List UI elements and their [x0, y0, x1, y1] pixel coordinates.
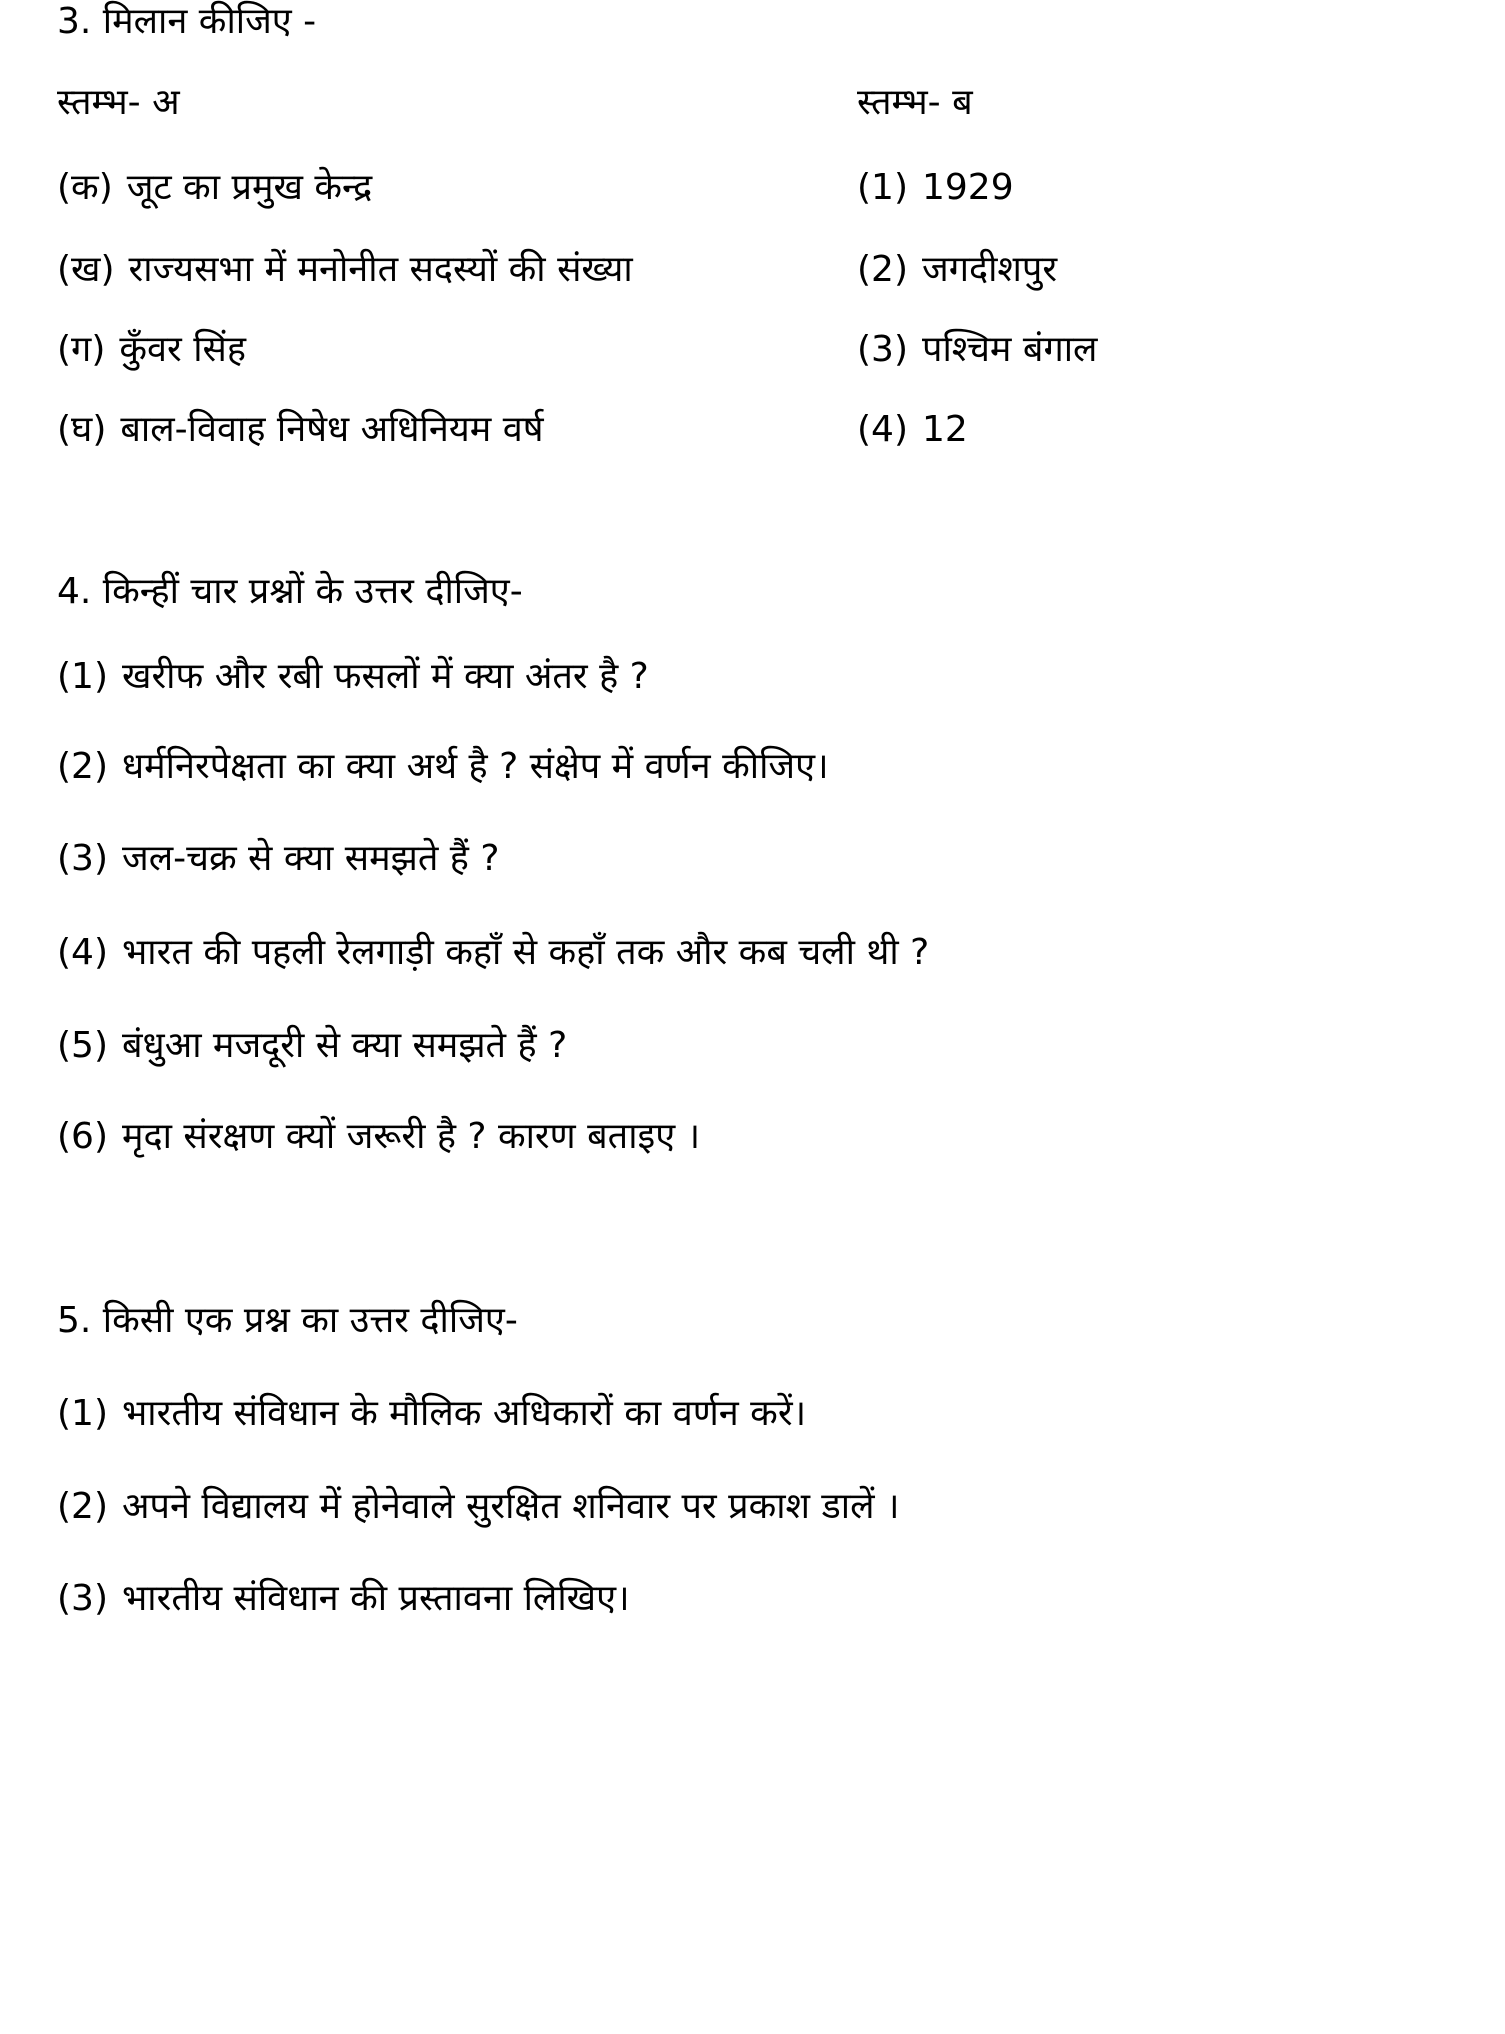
q4-item: [57, 653, 649, 701]
q5-item: [57, 1483, 900, 1531]
item-label: (4): [57, 932, 108, 973]
item-label: (3): [57, 838, 108, 879]
item-label: (4): [857, 409, 908, 450]
column-b-item: [857, 326, 1097, 374]
q4-item: [57, 743, 829, 791]
item-label: (2): [57, 746, 108, 787]
column-a-item: [57, 164, 372, 212]
item-text: बंधुआ मजदूरी से क्या समझते हैं ?: [122, 1025, 568, 1066]
item-text: पश्चिम बंगाल: [922, 329, 1098, 370]
item-text: भारतीय संविधान के मौलिक अधिकारों का वर्णन करें।: [122, 1393, 807, 1434]
item-label: (1): [57, 1393, 108, 1434]
item-label: (6): [57, 1116, 108, 1157]
item-text: भारतीय संविधान की प्रस्तावना लिखिए।: [122, 1578, 630, 1619]
column-b-title: स्तम्भ- ब: [857, 82, 973, 123]
item-label: (2): [57, 1486, 108, 1527]
column-b-item: [857, 164, 1014, 212]
item-label: (3): [857, 329, 908, 370]
q4-item: [57, 1113, 700, 1161]
item-text: धर्मनिरपेक्षता का क्या अर्थ है ? संक्षेप में वर्णन कीजिए।: [122, 746, 829, 787]
item-text: मृदा संरक्षण क्यों जरूरी है ? कारण बताइए ।: [122, 1116, 701, 1157]
item-text: खरीफ और रबी फसलों में क्या अंतर है ?: [122, 656, 649, 697]
item-text: अपने विद्यालय में होनेवाले सुरक्षित शनिवार पर प्रकाश डालें ।: [122, 1486, 900, 1527]
q5-item: [57, 1575, 630, 1623]
column-a-item: [57, 406, 544, 454]
item-label: (घ): [57, 409, 107, 450]
column-a-item: [57, 326, 246, 374]
q4-item: [57, 1022, 567, 1070]
item-text: राज्यसभा में मनोनीत सदस्यों की संख्या: [128, 249, 633, 290]
item-label: (क): [57, 167, 113, 208]
item-label: (ख): [57, 249, 115, 290]
item-label: (1): [57, 656, 108, 697]
q5-heading: 5. किसी एक प्रश्न का उत्तर दीजिए-: [57, 1300, 518, 1341]
item-label: (3): [57, 1578, 108, 1619]
q5-item: [57, 1390, 806, 1438]
item-text: 12: [922, 409, 968, 450]
item-label: (ग): [57, 329, 106, 370]
column-b-item: [857, 246, 1057, 294]
item-label: (5): [57, 1025, 108, 1066]
q4-item: [57, 835, 499, 883]
item-text: कुँवर सिंह: [119, 329, 246, 370]
item-text: बाल-विवाह निषेध अधिनियम वर्ष: [120, 409, 544, 450]
column-b-item: [857, 406, 968, 454]
q4-item: [57, 929, 929, 977]
item-text: भारत की पहली रेलगाड़ी कहाँ से कहाँ तक और कब चली थी ?: [122, 932, 930, 973]
item-text: जूट का प्रमुख केन्द्र: [126, 167, 373, 208]
column-a-item: [57, 246, 633, 294]
q4-heading: 4. किन्हीं चार प्रश्नों के उत्तर दीजिए-: [57, 571, 523, 612]
item-text: जल-चक्र से क्या समझते हैं ?: [122, 838, 500, 879]
item-text: जगदीशपुर: [922, 249, 1058, 290]
column-a-title: स्तम्भ- अ: [57, 82, 180, 123]
q3-heading: 3. मिलान कीजिए -: [57, 1, 317, 42]
item-text: 1929: [922, 167, 1014, 208]
item-label: (1): [857, 167, 908, 208]
item-label: (2): [857, 249, 908, 290]
